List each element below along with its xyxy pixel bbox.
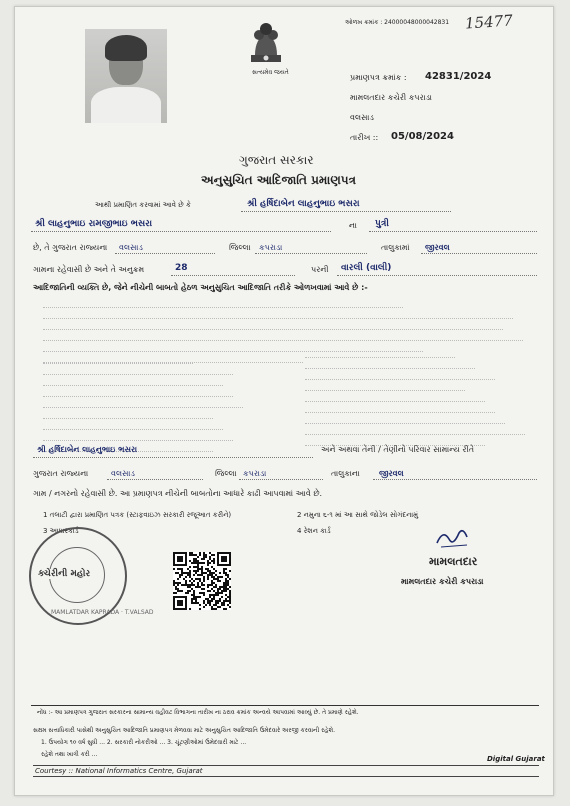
- officer-signature: [433, 525, 473, 551]
- taluka-value: કપરાડા: [259, 243, 283, 252]
- office-seal: [29, 527, 154, 625]
- basis-item-4: 4 રેશન કાર્ડ: [297, 527, 331, 535]
- date-label: તારીખ ::: [350, 133, 379, 142]
- father-name: શ્રી લાહનુભાઇ રામજીભાઇ ભસરા: [35, 219, 153, 229]
- tribe-text: આદિજાતિની વ્યક્તિ છે, જેને નીચેની બાબતો હેઠળ અનુસુચિત આદિજાતિ તરીકે ઓળખવામાં આવે છે :-: [33, 283, 368, 292]
- family-text: અને અથવા તેની / તેણીનો પરિવાર સામાન્ય રીતે: [321, 445, 475, 454]
- certify-text: આથી પ્રમાણિત કરવામાં આવે છે કે: [95, 201, 191, 209]
- state-taluka: કપરાડા: [243, 469, 267, 478]
- applicant-name: શ્રી હર્ષિદાબેન લાહનુભાઇ ભસરા: [247, 199, 360, 209]
- district-name: વલસાડ: [350, 113, 374, 122]
- seal-label: ક્ચેરીની મહોર: [38, 569, 91, 579]
- certificate-title: અનુસુચિત આદિજાતિ પ્રમાણપત્ર: [201, 173, 356, 187]
- footer-note: નોંધ :- આ પ્રમાણપત્ર ગુજરાત સરકારના સામાન્ય વહીવટ વિભાગના તારીખ ના ઠરાવ ક્રમાંક અન્વયે આપવામાં આવ્યું છે. તે પ્રમાણે રહેશે.: [37, 709, 359, 716]
- district-label: જિલ્લા: [229, 243, 251, 252]
- barcode-number: ઓળખ ક્રમાંક : 24000048000042831: [345, 19, 450, 26]
- relation-value: પુત્રી: [375, 219, 389, 229]
- tribe-name: વારલી (વાલી): [341, 263, 392, 273]
- holder-name: શ્રી હર્ષિદાબેન લાહનુભાઇ ભસરા: [37, 445, 138, 454]
- state-prefix: છે, તે ગુજરાત રાજ્યના: [33, 243, 108, 252]
- state-taluka-label2: તાલુકાના: [331, 469, 360, 478]
- qr-code: [173, 552, 231, 610]
- state-line: ગુજરાત રાજ્યના: [33, 469, 89, 478]
- cert-no-label: પ્રમાણપત્ર ક્રમાંક :: [350, 73, 407, 82]
- certificate-sheet: [14, 6, 554, 796]
- serial-number: 28: [175, 263, 188, 273]
- basis-item-3: 3 આધારકાર્ડ: [43, 527, 79, 535]
- village-value: જીરવલ: [425, 243, 450, 252]
- district-value: વલસાડ: [119, 243, 143, 252]
- officer-office: મામલતદાર કચેરી કપરાડા: [401, 577, 484, 586]
- village-row-label: ગામના રહેવાસી છે અને તે અનુક્રમ: [33, 265, 145, 274]
- basis-item-2: 2 નમુના ૬-૧ માં આ સાથે જોડેલ સોગંદનામું: [297, 511, 419, 519]
- officer-title: મામલતદાર: [429, 555, 478, 568]
- state-village: જીરવલ: [379, 469, 404, 478]
- legal-orders-right: [305, 347, 535, 446]
- office-name: મામલતદાર કચેરી કપરાડા: [350, 93, 433, 102]
- national-emblem-icon: [245, 19, 287, 67]
- emblem-motto: સત્યમેવ જયતે: [252, 69, 289, 76]
- cert-no: 42831/2024: [425, 71, 492, 82]
- footer-line-2: 1. ઉપયોગ ૧૦ વર્ષ સુધી ... 2. સરકારી નોકરીઓ ... 3. ચૂંટણીઓમાં ઉમેદવારી માટે ...: [41, 739, 247, 746]
- issue-date: 05/08/2024: [391, 131, 454, 142]
- handwritten-serial: 15477: [464, 11, 514, 33]
- courtesy-text: Courtesy :: National Informatics Centre, Gujarat: [35, 767, 203, 775]
- para-label: પરની: [311, 265, 329, 274]
- digital-gujarat-text: Digital Gujarat: [487, 755, 545, 763]
- footer-line-3: રહેશે તથા ખાત્રી કરી ...: [41, 751, 98, 758]
- state-district: વલસાડ: [111, 469, 135, 478]
- basis-item-1: 1 તલાટી દ્વારા પ્રમાણિત પત્રક (સ્ટાફવાઇઝ સરકારી રજૂઆત કરીને): [43, 511, 232, 519]
- seal-ring: MAMLATDAR KAPRADA · T.VALSAD: [51, 609, 154, 616]
- footer-line-1: સક્ષમ સત્તાધિકારી પાસેથી અનુસુચિત આદિજાતિ પ્રમાણપત્ર મેળવવા માટે અનુસુચિત આદિજાતિ ઉમેદવારે અરજી કરવાની રહેશે.: [33, 727, 336, 734]
- taluka-label: તાલુકામાં: [381, 243, 410, 252]
- govt-heading: ગુજરાત સરકાર: [239, 153, 314, 167]
- residence-text: ગામ / નગરનો રહેવાસી છે. આ પ્રમાણપત્ર નીચેની બાબતોના આધારે કાઢી આપવામાં આવે છે.: [33, 489, 323, 498]
- applicant-photo: [85, 29, 167, 123]
- state-taluka-label: જિલ્લા: [215, 469, 237, 478]
- legal-orders-left: [43, 353, 273, 452]
- relation-label: ના: [349, 221, 357, 230]
